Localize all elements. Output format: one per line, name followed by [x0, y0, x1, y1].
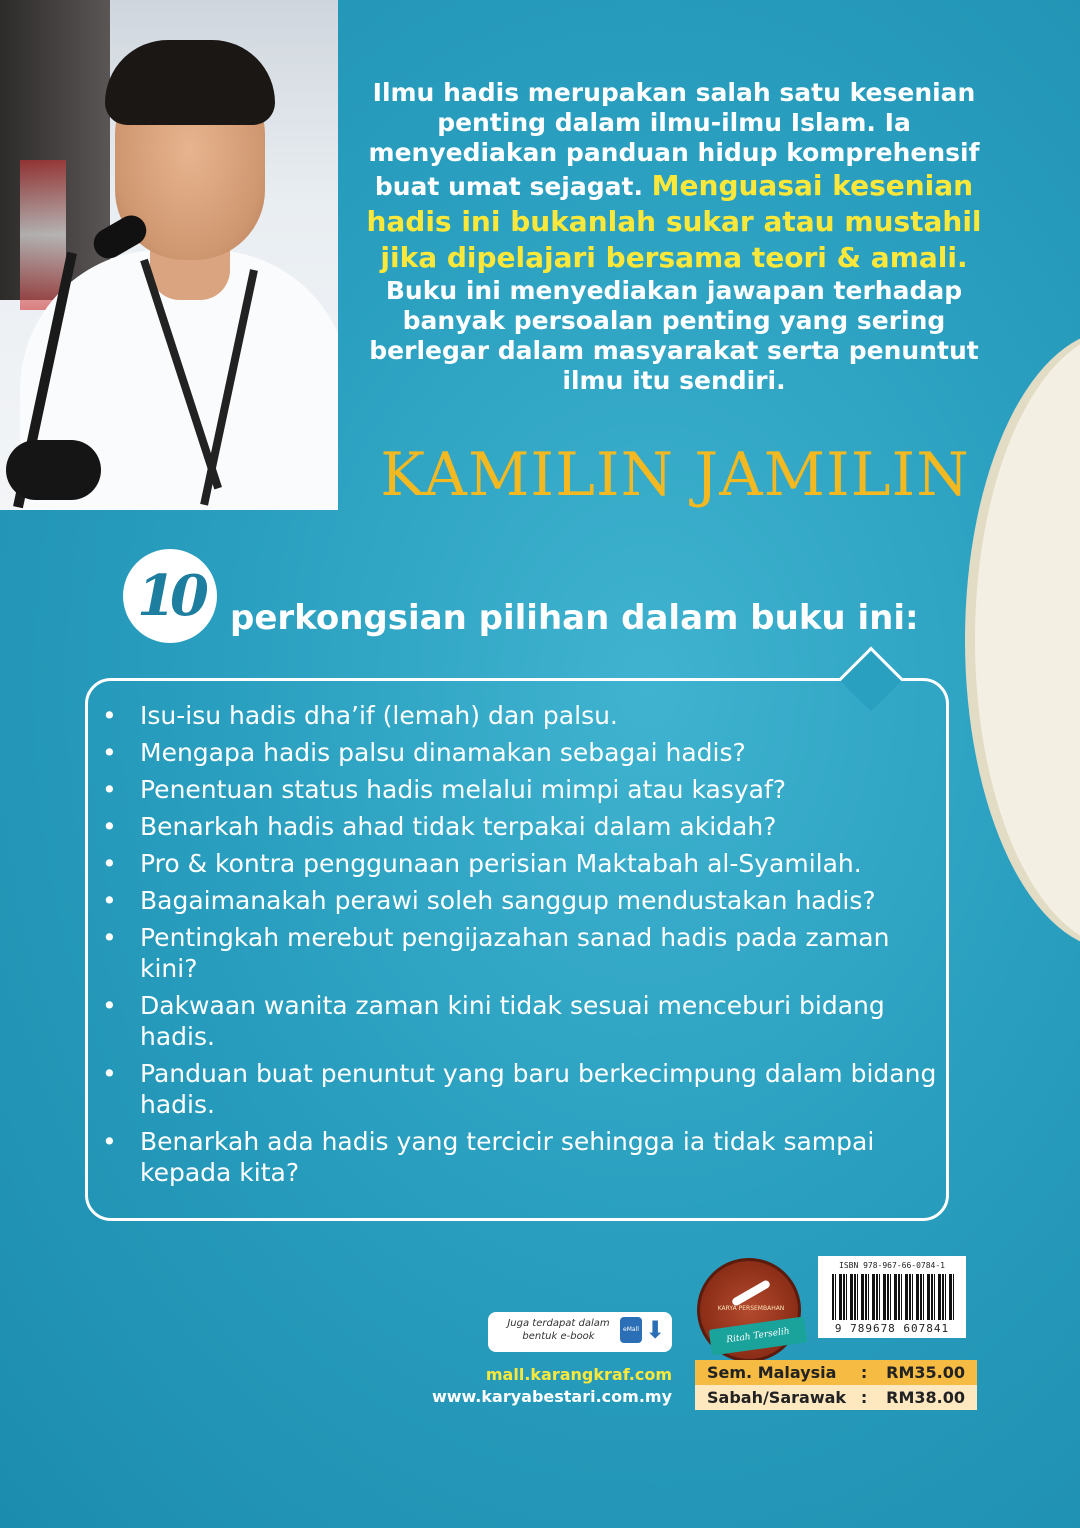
list-item: • Panduan buat penuntut yang baru berkecimpung dalam bidang hadis.	[100, 1058, 940, 1120]
photo-hair	[105, 40, 275, 125]
list-item: • Dakwaan wanita zaman kini tidak sesuai menceburi bidang hadis.	[100, 990, 940, 1052]
seal-ribbon: Ritah Terselih	[709, 1316, 808, 1355]
intro-closing: ilmu itu sendiri.	[562, 366, 786, 395]
intro-highlight: jika dipelajari bersama teori & amali.	[380, 241, 968, 274]
list-item: • Isu-isu hadis dha’if (lemah) dan palsu.	[100, 700, 940, 731]
site-link[interactable]: www.karyabestari.com.my	[431, 1387, 672, 1406]
intro-line: menyediakan panduan hidup komprehensif	[368, 138, 980, 167]
ebook-line: bentuk e-book	[522, 1331, 595, 1342]
price-row	[695, 1360, 977, 1385]
intro-line: Ilmu hadis merupakan salah satu kesenian	[372, 78, 976, 107]
points-list	[100, 700, 940, 1194]
price-table	[695, 1360, 977, 1410]
intro-highlight: hadis ini bukanlah sukar atau mustahil	[366, 205, 982, 238]
isbn-code: ISBN 978-967-66-0784-1	[839, 1261, 945, 1270]
price-value: RM35.00	[886, 1363, 965, 1382]
seal-top-text: KARYA PERSEMBAHAN	[717, 1305, 785, 1312]
publisher-seal	[697, 1258, 801, 1362]
author-photo	[0, 0, 338, 510]
website-links	[430, 1364, 672, 1408]
price-colon: :	[860, 1363, 868, 1382]
price-region: Sem. Malaysia	[707, 1363, 837, 1382]
isbn-barcode	[818, 1256, 966, 1338]
list-item: • Benarkah hadis ahad tidak terpakai dalam akidah?	[100, 811, 940, 842]
list-item: • Mengapa hadis palsu dinamakan sebagai hadis?	[100, 737, 940, 768]
photo-mic-base	[6, 440, 101, 500]
price-region: Sabah/Sarawak	[707, 1388, 847, 1407]
intro-closing: Buku ini menyediakan jawapan terhadap	[385, 276, 963, 305]
list-item: • Pro & kontra penggunaan perisian Maktabah al-Syamilah.	[100, 848, 940, 879]
ebook-line: Juga terdapat dalam	[507, 1318, 610, 1329]
intro-line: buat umat sejagat.	[374, 172, 643, 201]
quill-icon	[731, 1279, 771, 1307]
ebook-banner[interactable]	[488, 1312, 672, 1352]
list-item: • Bagaimanakah perawi soleh sanggup mendustakan hadis?	[100, 885, 940, 916]
ebook-text	[496, 1317, 621, 1343]
section-headline: perkongsian pilihan dalam buku ini:	[230, 598, 919, 638]
intro-text	[358, 78, 990, 396]
number-badge: 10	[123, 549, 217, 643]
intro-line: penting dalam ilmu-ilmu Islam. Ia	[437, 108, 911, 137]
emall-logo-icon: eMall	[620, 1317, 642, 1343]
list-item: • Benarkah ada hadis yang tercicir sehingga ia tidak sampai kepada kita?	[100, 1126, 940, 1188]
decorative-arc	[975, 330, 1080, 950]
list-item: • Pentingkah merebut pengijazahan sanad hadis pada zaman kini?	[100, 922, 940, 984]
price-row	[695, 1385, 977, 1410]
list-item: • Penentuan status hadis melalui mimpi atau kasyaf?	[100, 774, 940, 805]
mall-link[interactable]: mall.karangkraf.com	[485, 1365, 672, 1384]
intro-closing: berlegar dalam masyarakat serta penuntut	[369, 336, 979, 365]
price-colon: :	[860, 1388, 868, 1407]
barcode-bars	[832, 1274, 954, 1320]
barcode-number: 9 789678 607841	[834, 1322, 950, 1335]
price-value: RM38.00	[886, 1388, 965, 1407]
author-name: KAMILIN JAMILIN	[380, 440, 970, 510]
intro-closing: banyak persoalan penting yang sering	[402, 306, 946, 335]
download-arrow-icon: ⬇	[645, 1316, 666, 1344]
intro-highlight: Menguasai kesenian	[651, 169, 974, 202]
